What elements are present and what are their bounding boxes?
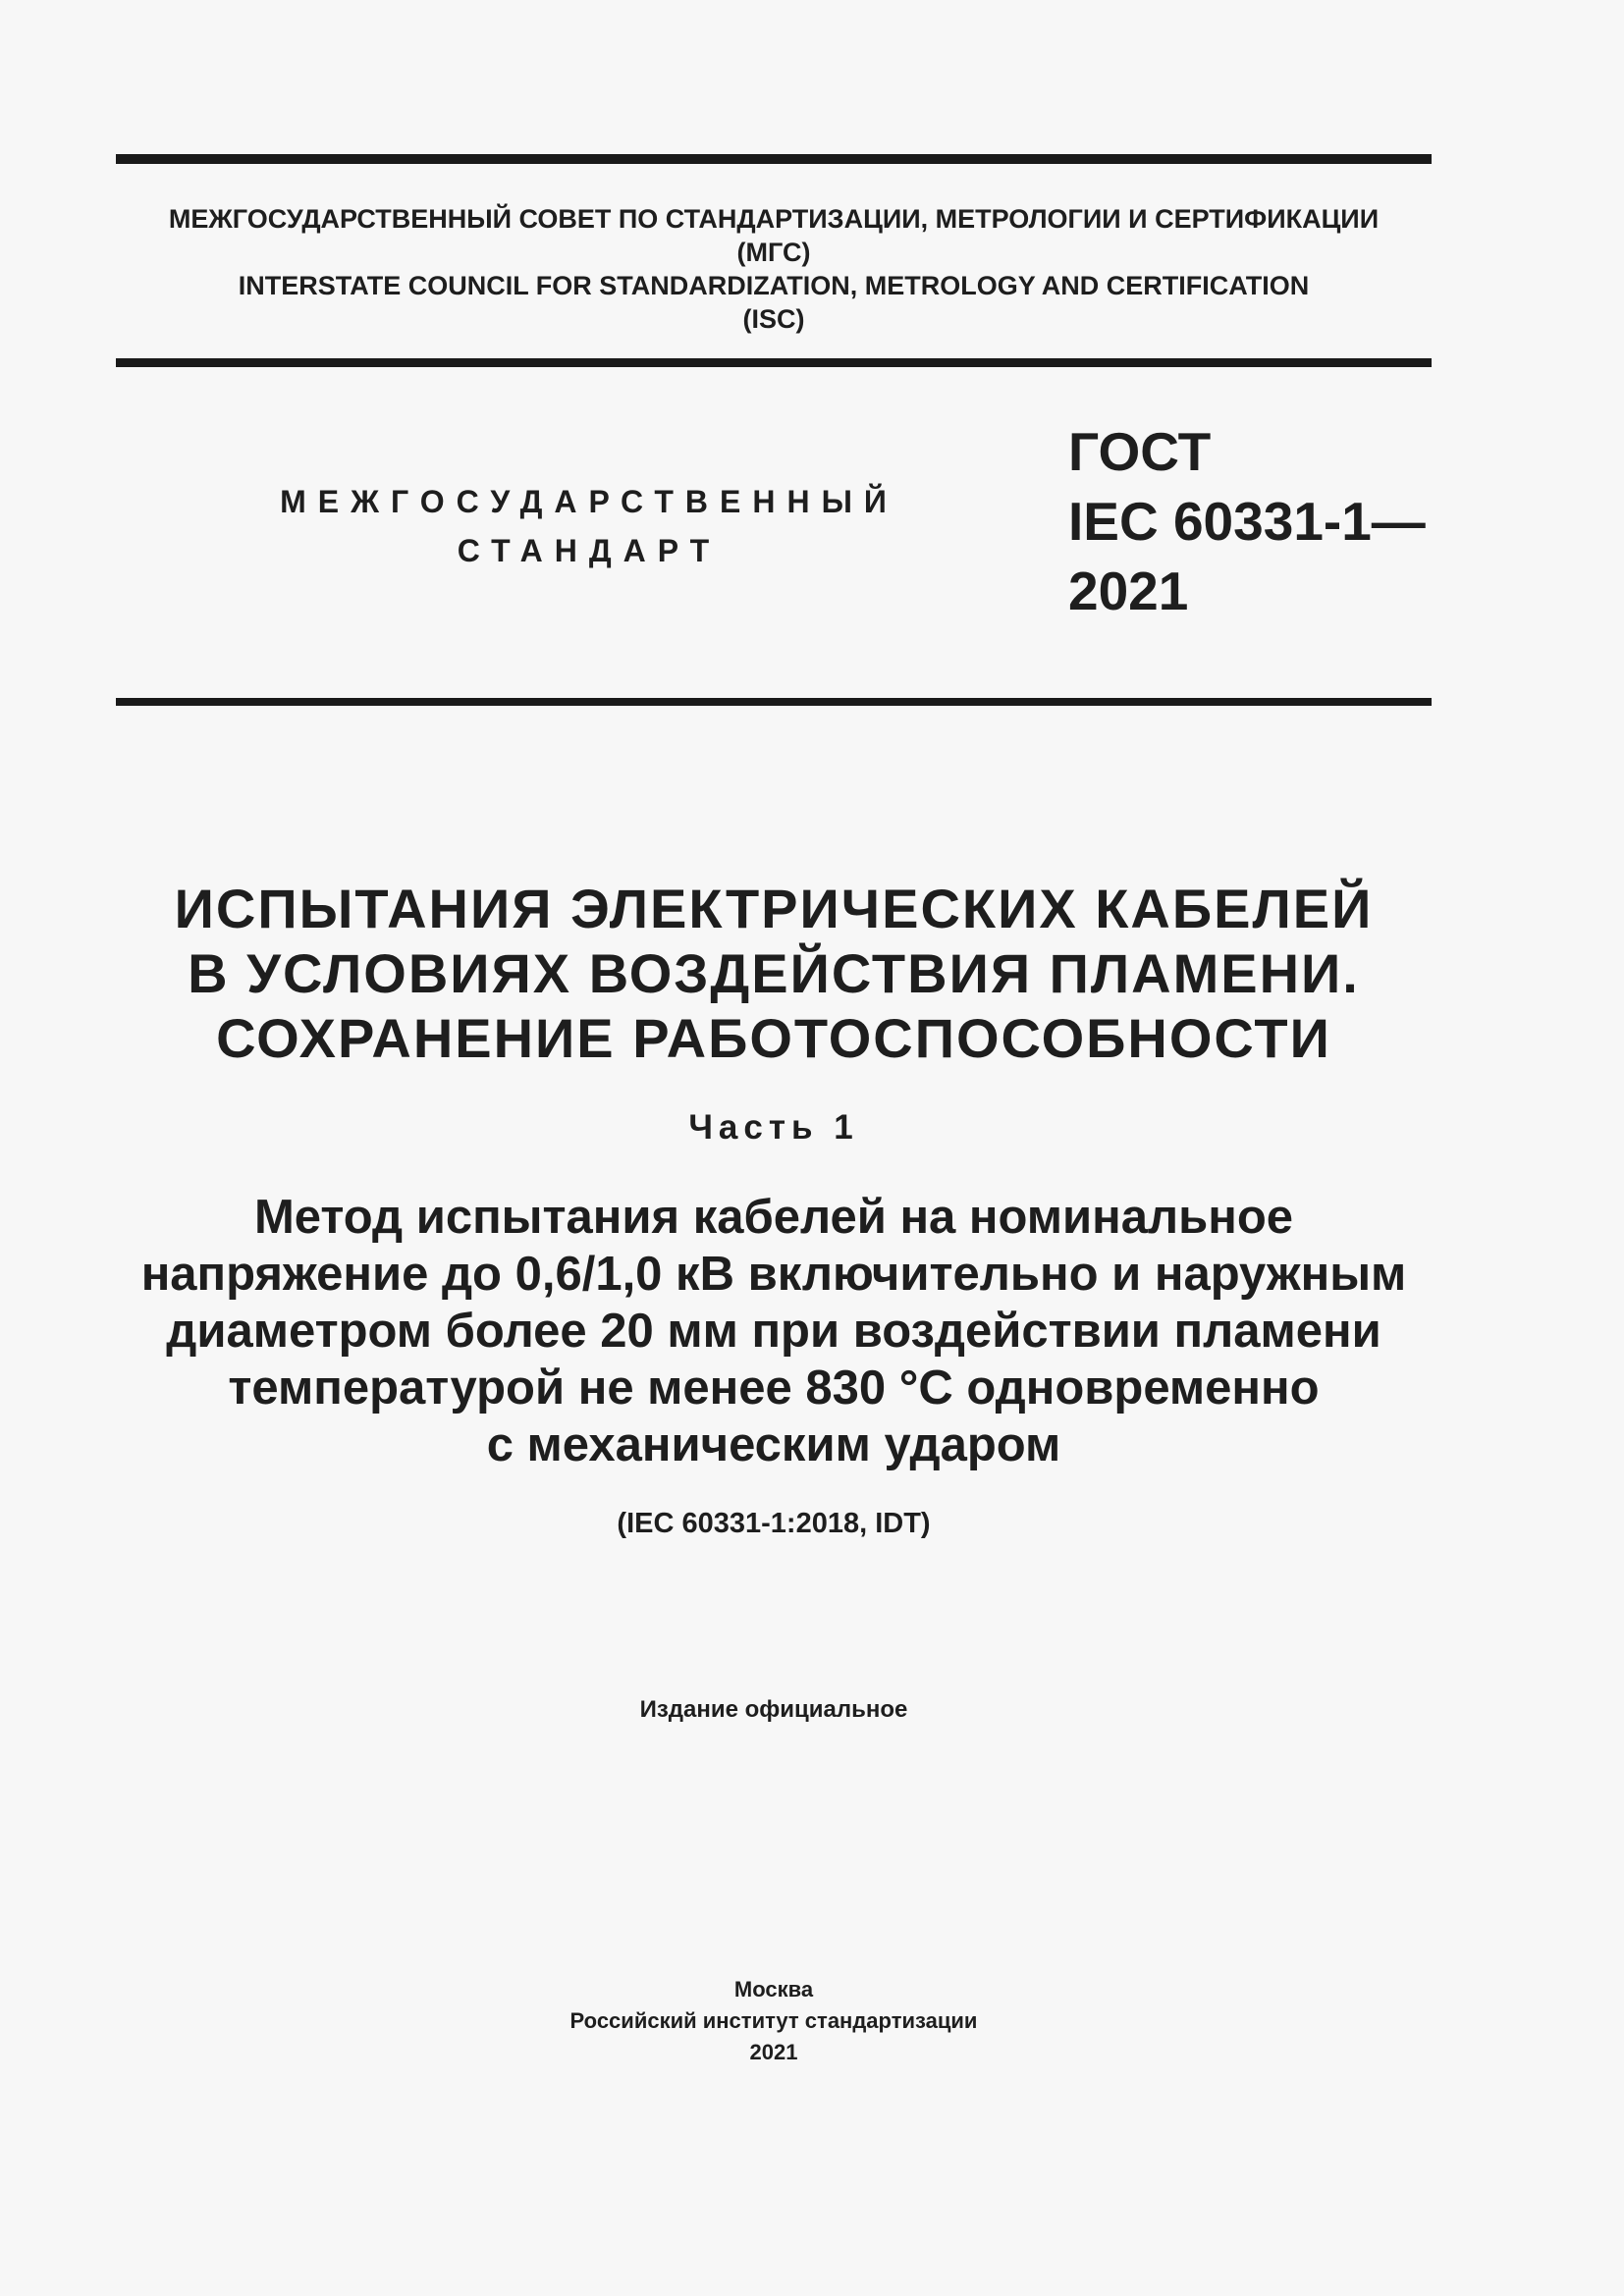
subtitle-line5: с механическим ударом	[486, 1418, 1061, 1471]
standard-type-line2: СТАНДАРТ	[457, 533, 722, 568]
iec-reference: (IEC 60331-1:2018, IDT)	[617, 1508, 931, 1539]
subtitle-line3: диаметром более 20 мм при воздействии пламени	[166, 1305, 1381, 1358]
imprint-year: 2021	[749, 2040, 798, 2064]
standard-designation	[1068, 417, 1426, 626]
subtitle-line4: температурой не менее 830 °С одновременно	[228, 1362, 1320, 1415]
title-line2: В УСЛОВИЯХ ВОЗДЕЙСТВИЯ ПЛАМЕНИ.	[188, 942, 1360, 1004]
designation-gost: ГОСТ	[1068, 421, 1212, 482]
council-abbr-ru: (МГС)	[736, 238, 811, 267]
council-abbr-en: (ISC)	[742, 304, 805, 334]
imprint-publisher: Российский институт стандартизации	[569, 2008, 978, 2033]
council-header	[116, 202, 1432, 336]
imprint	[116, 1974, 1432, 2068]
standard-type-line1: МЕЖГОСУДАРСТВЕННЫЙ	[280, 484, 898, 519]
designation-number: IEC 60331-1—	[1068, 491, 1426, 552]
designation-year: 2021	[1068, 561, 1189, 621]
top-rule	[116, 154, 1432, 164]
imprint-city: Москва	[733, 1977, 814, 2002]
subtitle-line1: Метод испытания кабелей на номинальное	[253, 1191, 1294, 1244]
part-label: Часть 1	[688, 1108, 859, 1147]
lower-rule	[116, 698, 1432, 706]
subtitle-line2: напряжение до 0,6/1,0 кВ включительно и наружным	[140, 1248, 1407, 1301]
standard-type	[236, 477, 943, 575]
council-name-ru: МЕЖГОСУДАРСТВЕННЫЙ СОВЕТ ПО СТАНДАРТИЗАЦИИ, МЕТРОЛОГИИ И СЕРТИФИКАЦИИ	[168, 204, 1380, 234]
document-subtitle	[116, 1189, 1432, 1473]
document-title	[116, 877, 1432, 1071]
council-name-en: INTERSTATE COUNCIL FOR STANDARDIZATION, METROLOGY AND CERTIFICATION	[238, 271, 1310, 300]
title-line3: СОХРАНЕНИЕ РАБОТОСПОСОБНОСТИ	[216, 1007, 1331, 1069]
title-line1: ИСПЫТАНИЯ ЭЛЕКТРИЧЕСКИХ КАБЕЛЕЙ	[174, 878, 1374, 939]
edition-label: Издание официальное	[639, 1696, 908, 1723]
middle-rule	[116, 358, 1432, 367]
